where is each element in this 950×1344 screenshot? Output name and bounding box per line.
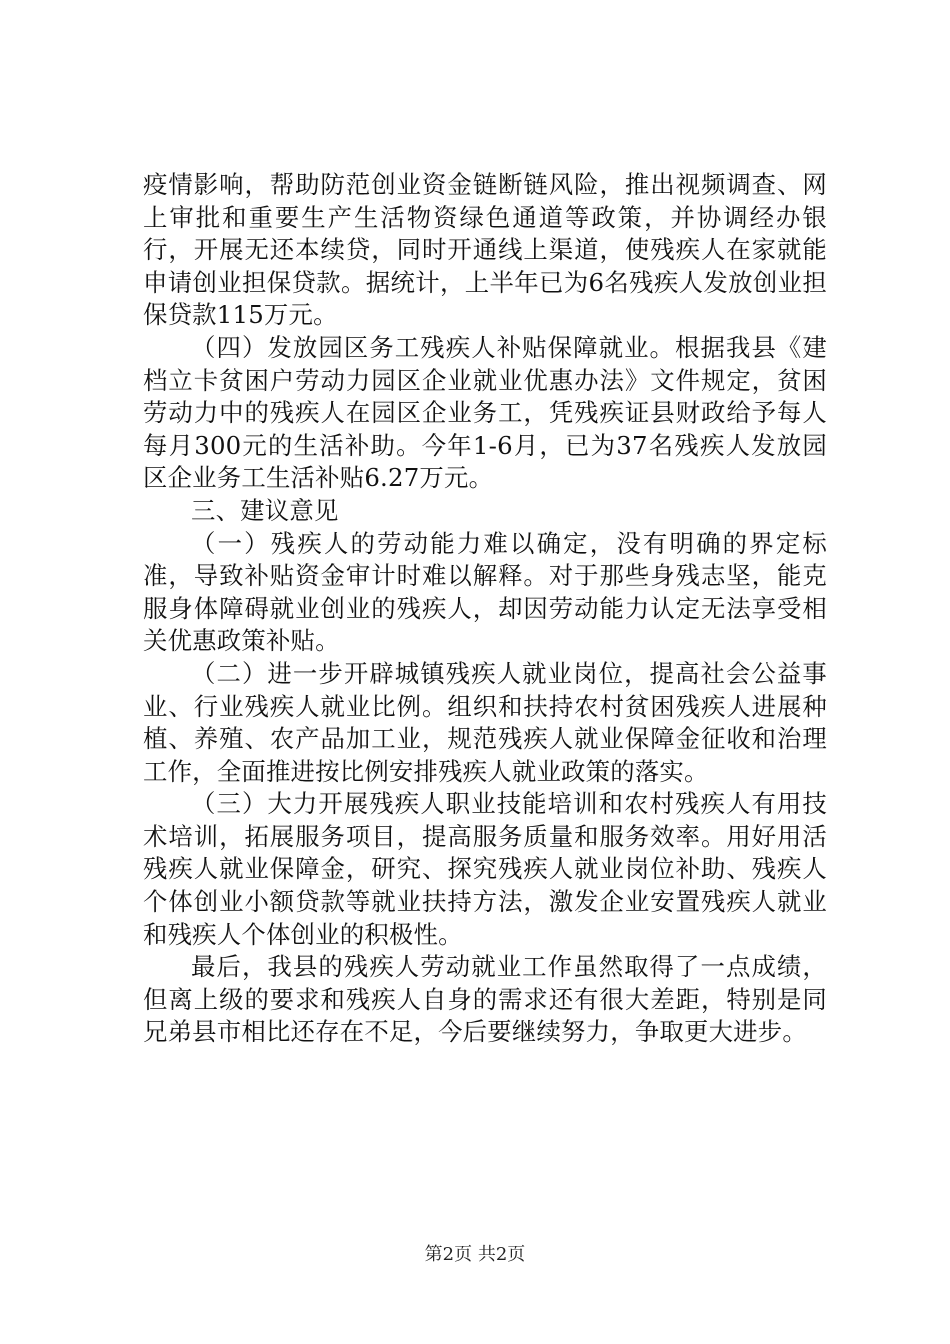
paragraph-conclusion: 最后，我县的残疾人劳动就业工作虽然取得了一点成绩，但离上级的要求和残疾人自身的需求还有很大差距，特别是同兄弟县市相比还存在不足，今后要继续努力，争取更大进步。 — [143, 952, 827, 1047]
document-body — [143, 169, 827, 1049]
paragraph-loan-support: 疫情影响，帮助防范创业资金链断链风险，推出视频调查、网上审批和重要生产生活物资绿色通道等政策，并协调经办银行，开展无还本续贷，同时开通线上渠道，使残疾人在家就能申请创业担保贷款。据统计，上半年已为6名残疾人发放创业担保贷款115万元。 — [143, 170, 827, 330]
page-footer: 第2页 共2页 — [424, 1244, 526, 1265]
paragraph-suggestion-2: （二）进一步开辟城镇残疾人就业岗位，提高社会公益事业、行业残疾人就业比例。组织和扶持农村贫困残疾人进展种植、养殖、农产品加工业，规范残疾人就业保障金征收和治理工作，全面推进按比例安排残疾人就业政策的落实。 — [143, 658, 827, 786]
paragraph-suggestion-1: （一）残疾人的劳动能力难以确定，没有明确的界定标准，导致补贴资金审计时难以解释。对于那些身残志坚，能克服身体障碍就业创业的残疾人，却因劳动能力认定无法享受相关优惠政策补贴。 — [143, 528, 827, 656]
section-heading-suggestions: 三、建议意见 — [191, 495, 339, 525]
paragraph-suggestion-3: （三）大力开展残疾人职业技能培训和农村残疾人有用技术培训，拓展服务项目，提高服务质量和服务效率。用好用活残疾人就业保障金，研究、探究残疾人就业岗位补助、残疾人个体创业小额贷款等就业扶持方法，激发企业安置残疾人就业和残疾人个体创业的积极性。 — [143, 789, 827, 949]
paragraph-park-subsidy: （四）发放园区务工残疾人补贴保障就业。根据我县《建档立卡贫困户劳动力园区企业就业优惠办法》文件规定，贫困劳动力中的残疾人在园区企业务工，凭残疾证县财政给予每人每月300元的生活补助。今年1-6月，已为37名残疾人发放园区企业务工生活补贴6.27万元。 — [143, 332, 827, 493]
